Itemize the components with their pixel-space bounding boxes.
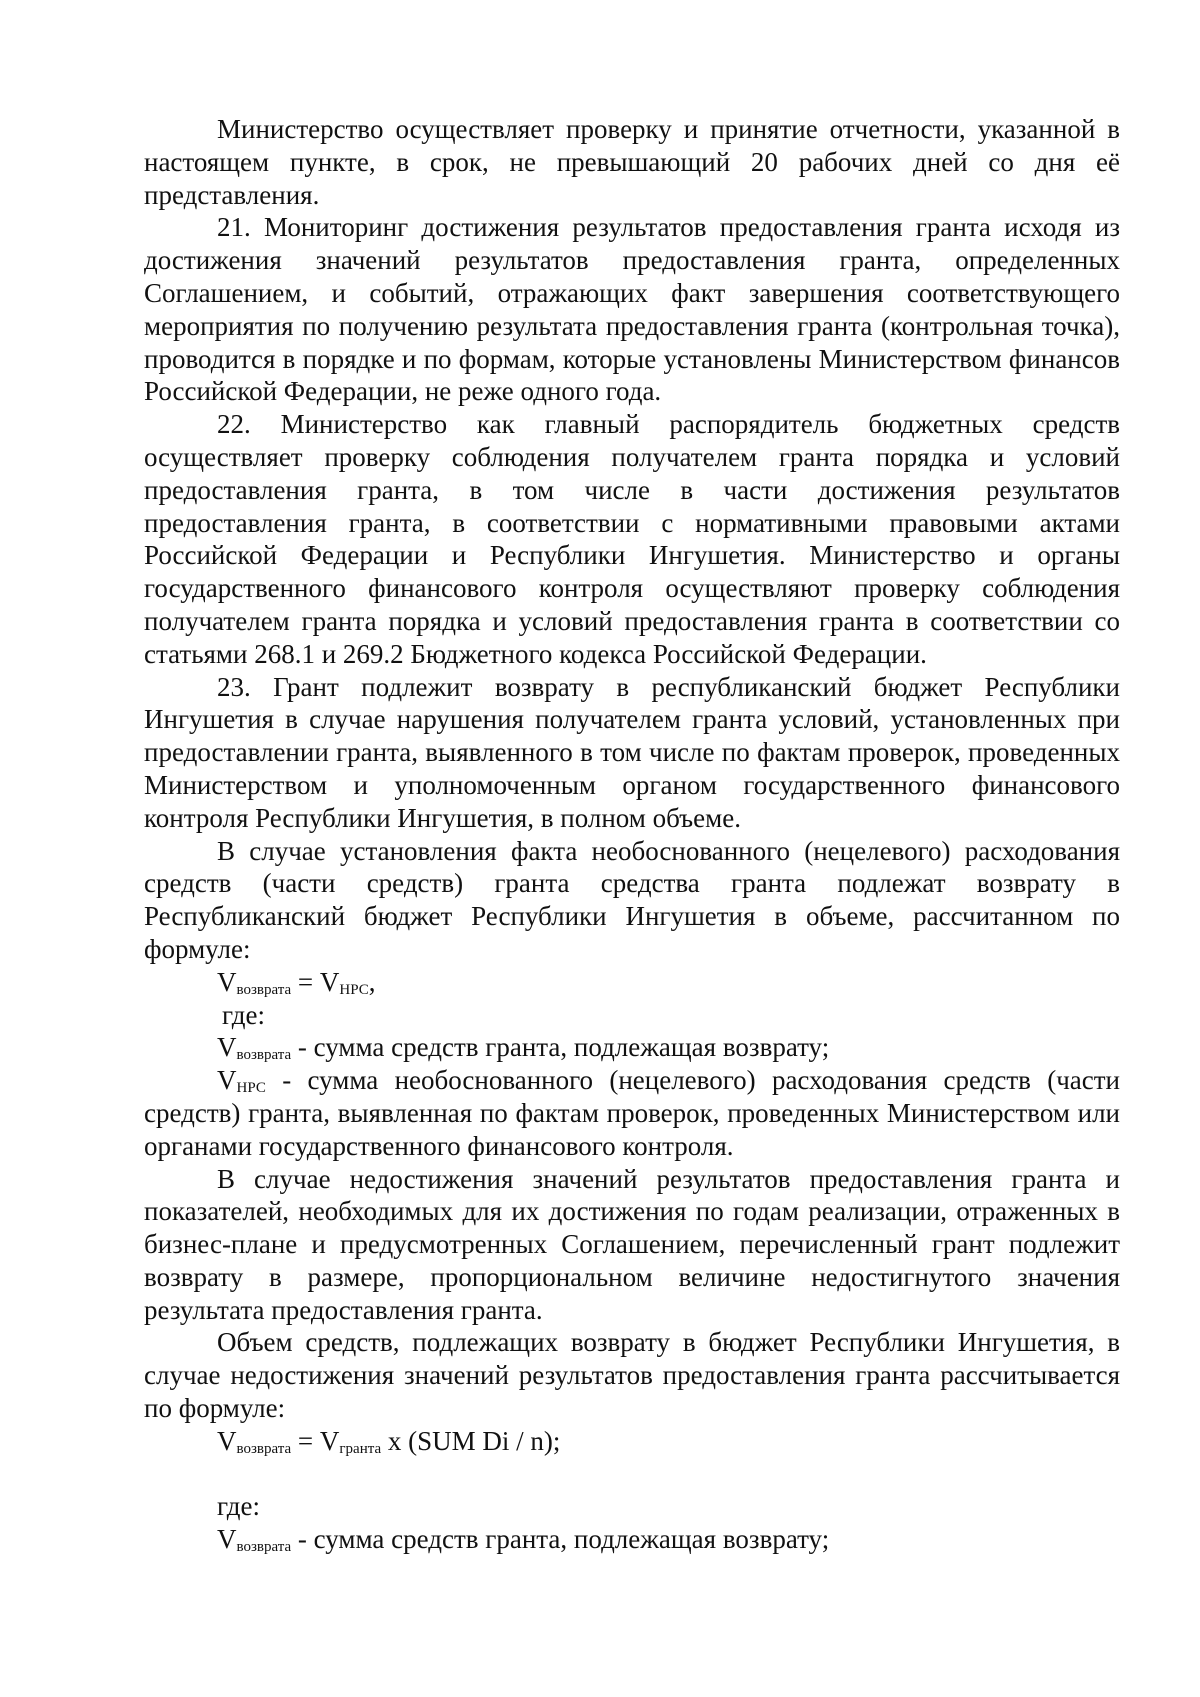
paragraph-review-period: Министерство осуществляет проверку и принятие отчетности, указанной в настоящем пункте, в срок, не превышающий 20 рабочих дней со дня её представления. [144,114,1120,210]
paragraph-non-achievement: В случае недостижения значений результатов предоставления гранта и показателей, необходимых для их достижения по годам реализации, отраженных в бизнес-плане и предусмотренных Соглашением, перечисленный грант подлежит возврату в размере, пропорциональном величине недостигнутого значения результата предоставления гранта. [144,1163,1120,1325]
paragraph-21-monitoring: 21. Мониторинг достижения результатов предоставления гранта исходя из достижения значений результатов предоставления гранта, определенных Соглашением, и событий, отражающих факт завершения соответствующего мероприятия по получению результата предоставления гранта (контрольная точка), проводится в порядке и по формам, которые установлены Министерством финансов Российской Федерации, не реже одного года. [144,212,1120,407]
formula-proportional-refund: $V_{возврата} = V_{гранта}$ х (SUM Di / n); [217,1425,561,1457]
definition-v-refund: $V_{возврата}$ - сумма средств гранта, подлежащая возврату; [217,1032,830,1064]
paragraph-refund-volume: Объем средств, подлежащих возврату в бюджет Республики Ингушетия, в случае недостижения значений результатов предоставления гранта рассчитывается по формуле: [144,1327,1120,1424]
document-body [144,113,1120,1556]
definition-v-nrs: $V_{НРС}$ - сумма необоснованного (нецелевого) расходования средств (части средств) гранта, выявленная по фактам проверок, проведенных Министерством или органами государственного финансового контроля. [144,1065,1120,1161]
formula-misuse-refund: $V_{возврата} = V_{НРС}$, [217,966,376,998]
paragraph-22-control: 22. Министерство как главный распорядитель бюджетных средств осуществляет проверку соблюдения получателем гранта порядка и условий предоставления гранта, в том числе в части достижения результатов предоставления гранта, в соответствии с нормативными правовыми актами Российской Федерации и Республики Ингушетия. Министерство и органы государственного финансового контроля осуществляют проверку соблюдения получателем гранта порядка и условий предоставления гранта в соответствии со статьями 268.1 и 269.2 Бюджетного кодекса Российской Федерации. [144,409,1120,669]
paragraph-23-refund: 23. Грант подлежит возврату в республиканский бюджет Республики Ингушетия в случае нарушения получателем гранта условий, установленных при предоставлении гранта, выявленного в том числе по фактам проверок, проведенных Министерством и уполномоченным органом государственного финансового контроля Республики Ингушетия, в полном объеме. [144,671,1120,833]
paragraph-misuse-case: В случае установления факта необоснованного (нецелевого) расходования средств (части средств) гранта средства гранта подлежат возврату в Республиканский бюджет Республики Ингушетия в объеме, рассчитанном по формуле: [144,835,1120,964]
blank-line [144,1458,1120,1491]
where-label-2: где: [217,1491,260,1522]
where-label: где: [222,999,265,1030]
definition-v-refund-2: $V_{возврата}$ - сумма средств гранта, подлежащая возврату; [217,1524,830,1556]
